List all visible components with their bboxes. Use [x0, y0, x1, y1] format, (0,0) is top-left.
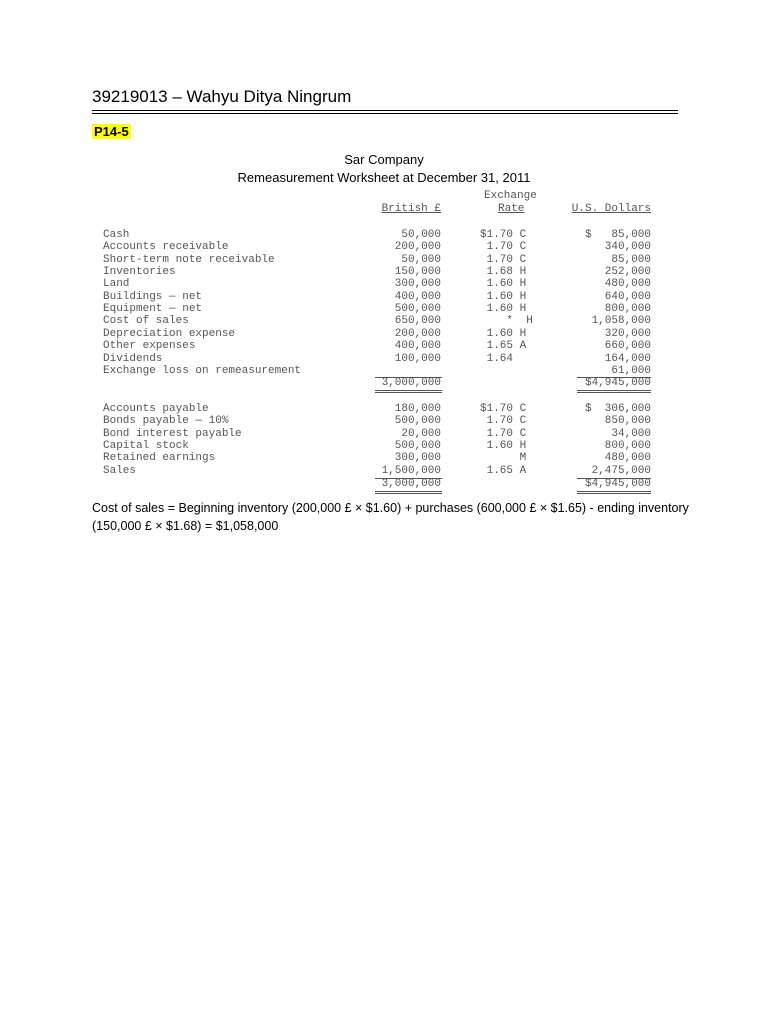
debits-row-label: Exchange loss on remeasurement	[103, 364, 302, 377]
debits-row-exchange-rate: 1.65 A	[480, 340, 527, 353]
debits-row-exchange-rate: 1.60 H	[480, 303, 527, 316]
credits-row-label: Sales	[103, 464, 137, 477]
usd-header: U.S. Dollars	[571, 203, 651, 215]
credits-row-usd-amount: 2,475,000	[591, 464, 651, 477]
debits-row-usd-amount: 640,000	[604, 290, 651, 303]
credits-row-gbp-amount: 20,000	[401, 427, 441, 440]
credits-row-label: Retained earnings	[103, 452, 216, 465]
credits-row-exchange-rate: $1.70 C	[480, 403, 527, 415]
debits-row-gbp-amount: 150,000	[394, 266, 441, 279]
debits-row-exchange-rate: 1.68 H	[480, 266, 527, 279]
document-author-title: 39219013 – Wahyu Ditya Ningrum	[92, 87, 352, 106]
credits-row-gbp-amount: 180,000	[394, 403, 441, 415]
debits-row-label: Cost of sales	[103, 315, 189, 328]
credits-row-gbp-amount: 500,000	[394, 415, 441, 428]
company-name: Sar Company	[344, 152, 424, 167]
debits-row-gbp-amount: 300,000	[394, 278, 441, 291]
debits-row-label: Short-term note receivable	[103, 253, 275, 266]
credits-row-gbp-amount: 1,500,000	[381, 464, 441, 477]
credits-row-exchange-rate: 1.70 C	[480, 427, 527, 440]
credits-row-usd-amount: 800,000	[604, 440, 651, 453]
credits-row-usd-amount: 480,000	[604, 452, 651, 465]
debits-row-label: Depreciation expense	[103, 327, 236, 340]
debits-row-exchange-rate: 1.60 H	[480, 290, 527, 303]
rate-header-top: Exchange	[484, 190, 537, 202]
debit-total-gbp: 3,000,000	[381, 377, 441, 389]
debits-row-label: Land	[103, 278, 130, 291]
credits-row-label: Capital stock	[103, 440, 189, 453]
debits-row-usd-amount: 164,000	[604, 352, 651, 365]
debits-row-label: Inventories	[103, 266, 176, 279]
credits-row-label: Bonds payable — 10%	[103, 415, 229, 428]
problem-number: P14-5	[94, 124, 129, 139]
debits-row-usd-amount: 252,000	[604, 266, 651, 279]
credit-total-usd: $4,945,000	[584, 478, 651, 490]
debits-row-gbp-amount: 50,000	[401, 229, 441, 241]
worksheet-title: Remeasurement Worksheet at December 31, 2011	[237, 170, 531, 185]
rate-header-bottom: Rate	[498, 203, 525, 215]
credits-row-exchange-rate: 1.60 H	[480, 440, 527, 453]
cost-of-sales-note: Cost of sales = Beginning inventory (200,000 £ × $1.60) + purchases (600,000 £ × $1.65) - ending inventory (150,000 £ × $1.68) = $1,058,000	[92, 501, 689, 533]
debits-row-gbp-amount: 650,000	[394, 315, 441, 328]
debits-row-gbp-amount: 200,000	[394, 327, 441, 340]
debits-row-label: Cash	[103, 229, 130, 241]
credits-row-exchange-rate: M	[480, 452, 527, 465]
header-divider-double	[92, 113, 678, 114]
credits-row-label: Bond interest payable	[103, 427, 242, 440]
header-divider	[92, 110, 678, 111]
debits-row-usd-amount: 660,000	[604, 340, 651, 353]
credit-total-gbp: 3,000,000	[381, 478, 441, 490]
debits-row-usd-amount: 800,000	[604, 303, 651, 316]
debits-row-gbp-amount: 200,000	[394, 241, 441, 254]
debits-row-label: Buildings — net	[103, 290, 203, 303]
gbp-header: British £	[381, 203, 441, 215]
debits-row-usd-amount: 340,000	[604, 241, 651, 254]
debits-row-gbp-amount: 500,000	[394, 303, 441, 316]
debits-row-exchange-rate: $1.70 C	[480, 229, 527, 241]
debits-row-usd-amount: 320,000	[604, 327, 651, 340]
credits-row-exchange-rate: 1.65 A	[480, 464, 527, 477]
debits-row-usd-amount: $ 85,000	[584, 229, 651, 241]
debits-row-label: Other expenses	[103, 340, 196, 353]
credits-row-usd-amount: 850,000	[604, 415, 651, 428]
credits-row-gbp-amount: 300,000	[394, 452, 441, 465]
credits-row-exchange-rate: 1.70 C	[480, 415, 527, 428]
debits-row-usd-amount: 1,058,000	[591, 315, 651, 328]
credits-row-label: Accounts payable	[103, 403, 209, 415]
debits-row-usd-amount: 85,000	[611, 253, 651, 266]
debits-row-gbp-amount: 100,000	[394, 352, 441, 365]
credits-row-usd-amount: $ 306,000	[584, 403, 651, 415]
debits-row-exchange-rate: 1.70 C	[480, 253, 527, 266]
debits-row-usd-amount: 480,000	[604, 278, 651, 291]
credits-row-gbp-amount: 500,000	[394, 440, 441, 453]
debits-row-exchange-rate: 1.70 C	[480, 241, 527, 254]
debits-row-label: Equipment — net	[103, 303, 203, 316]
debits-row-exchange-rate: 1.64	[480, 352, 514, 365]
credits-row-usd-amount: 34,000	[611, 427, 651, 440]
debits-row-exchange-rate: * H	[480, 315, 533, 328]
debits-row-gbp-amount: 400,000	[394, 340, 441, 353]
debits-row-exchange-rate: 1.60 H	[480, 327, 527, 340]
debit-total-usd: $4,945,000	[584, 377, 651, 389]
debits-row-exchange-rate: 1.60 H	[480, 278, 527, 291]
debits-row-usd-amount: 61,000	[611, 364, 651, 377]
debits-row-gbp-amount: 400,000	[394, 290, 441, 303]
debits-row-label: Accounts receivable	[103, 241, 229, 254]
debits-row-label: Dividends	[103, 352, 163, 365]
debits-row-gbp-amount: 50,000	[401, 253, 441, 266]
